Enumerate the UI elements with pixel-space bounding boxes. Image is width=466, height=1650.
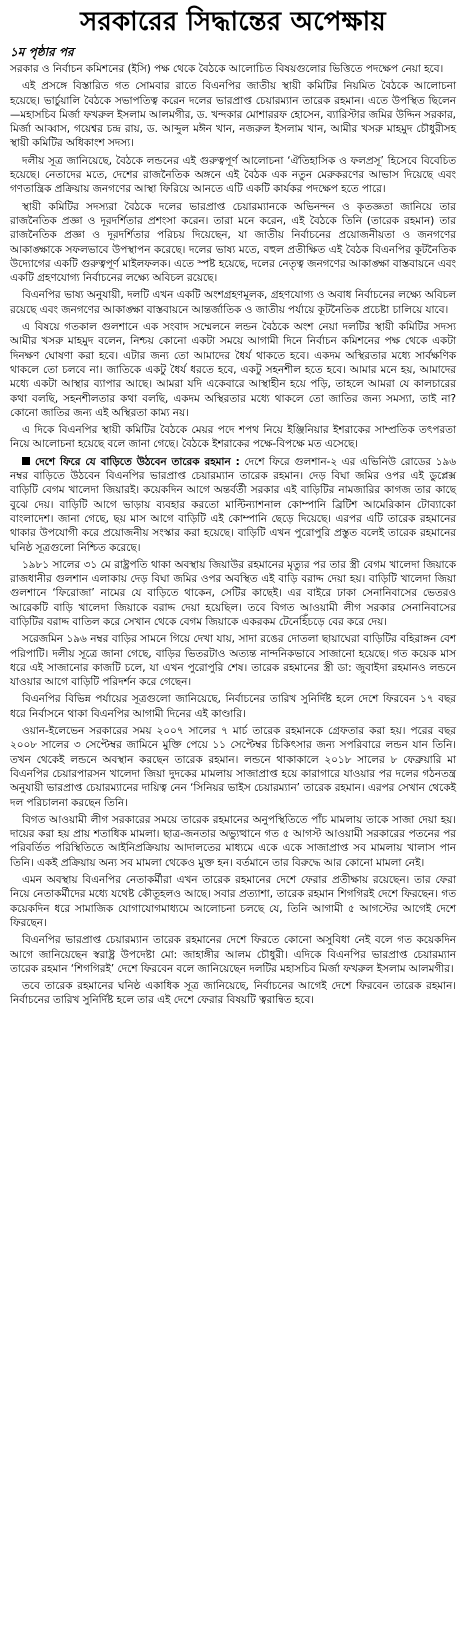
article-paragraph: এ দিকে বিএনপির স্থায়ী কমিটির বৈঠকে মেয়র পদে শপথ নিয়ে ইঞ্জিনিয়ার ইশরাকের সাম্প্রতিক তৎপরতা নিয়ে আলোচনা হয়েছে বলে জানা গেছে। বৈঠকে ইশরাকের পক্ষে-বিপক্ষে মত এসেছে। — [10, 424, 456, 451]
article-headline: সরকারের সিদ্ধান্তের অপেক্ষায় — [80, 7, 386, 37]
article-paragraph: সরেজমিন ১৯৬ নম্বর বাড়ির সামনে গিয়ে দেখা যায়, সাদা রঙের দোতলা ছায়াঘেরা বাড়িটির বহিরাঙ্গন বেশ পরিপাটি। দলীয় সূত্রে জানা গেছে, বাড়ির ভিতরটাও অত্যন্ত নান্দনিকভাবে সাজানো হয়েছে। গত কয়েক মাস ধরে এই সাজানোর কাজটি চলে, যা এখন পুরোপুরি শেষ। তারেক রহমানের স্ত্রী ডা: জুবাইদা রহমানও লন্ডনে যাওয়ার আগে বাড়িটি পরিদর্শন করে গেছেন। — [10, 633, 456, 689]
article-paragraph: বিএনপির ভারপ্রাপ্ত চেয়ারম্যান তারেক রহমানের দেশে ফিরতে কোনো অসুবিধা নেই বলে গত কয়েকদিন আগে জানিয়েছেন স্বরাষ্ট্র উপদেষ্টা মো: জাহাঙ্গীর আলম চৌধুরী। এদিকে বিএনপির ভারপ্রাপ্ত চেয়ারম্যান তারেক রহমান ‘শিগগিরই’ দেশে ফিরবেন বলে জানিয়েছেন দলটির মহাসচিব মির্জা ফখরুল ইসলাম আলমগীর। — [10, 934, 456, 975]
article-paragraph: সরকার ও নির্বাচন কমিশনের (ইসি) পক্ষ থেকে বৈঠকে আলোচিত বিষয়গুলোর ভিত্তিতে পদক্ষেপ নেয়া হবে। — [10, 63, 444, 75]
article-subsection — [10, 455, 456, 555]
article-paragraph: স্থায়ী কমিটির সদস্যরা বৈঠকে দলের ভারপ্রাপ্ত চেয়ারম্যানকে অভিনন্দন ও কৃতজ্ঞতা জানিয়ে তার রাজনৈতিক প্রজ্ঞা ও দূরদর্শিতার প্রশংসা করেন। তারা মনে করেন, এই বৈঠকে তিনি (তারেক রহমান) তার রাজনৈতিক প্রজ্ঞা ও দূরদর্শিতার পরিচয় দিয়েছেন, যা জাতীয় নির্বাচনের প্রয়োজনীয়তা ও জনগণের আকাঙ্ক্ষাকে সফলভাবে উপস্থাপন করেছে। দলের ভাষ্য মতে, বহুল প্রতীক্ষিত এই বৈঠক বিএনপির কূটনৈতিক উদ্যোগের একটি গুরুত্বপূর্ণ মাইলফলক। এতে স্পষ্ট হয়েছে, দলের নেতৃত্ব জনগণের আকাঙ্ক্ষা বাস্তবায়নে এবং একটি গ্রহণযোগ্য নির্বাচনের লক্ষ্যে অবিচল রয়েছে। — [10, 200, 456, 285]
article-subhead: দেশে ফিরে যে বাড়িতে উঠবেন তারেক রহমান : — [35, 455, 240, 468]
article-paragraph: দেশে ফিরে গুলশান-২ এর এভিনিউ রোডের ১৯৬ নম্বর বাড়িতে উঠবেন বিএনপির ভারপ্রাপ্ত চেয়ারম্যান তারেক রহমান। দেড় বিঘা জমির ওপর এই ডুপ্লেক্স বাড়িটি বেগম খালেদা জিয়ারই। কয়েকদিন আগে অন্তর্বর্তী সরকার এই বাড়িটির নামজারির কাগজ তার কাছে বুঝে দেয়। বাড়িটি আগে ভাড়ায় ব্যবহার করতো মাল্টিন্যাশনাল কোম্পানি ব্রিটিশ আমেরিকান টোব্যাকো বাংলাদেশ। জানা গেছে, ছয় মাস আগে বাড়িটি এই কোম্পানি ছেড়ে দিয়েছে। এরপর এটি তারেক রহমানের থাকার উপযোগী করে প্রয়োজনীয় সংস্কার করা হয়েছে। বাড়িটি এখন পুরোপুরি প্রস্তুত বলেই তারেক রহমানের ঘনিষ্ঠ সূত্রগুলো নিশ্চিত করেছে। — [10, 455, 457, 554]
article-paragraph: এই প্রসঙ্গে বিস্তারিত গত সোমবার রাতে বিএনপির জাতীয় স্থায়ী কমিটির নিয়মিত বৈঠকে আলোচনা হয়েছে। ভার্চুয়ালি বৈঠকে সভাপতিত্ব করেন দলের ভারপ্রাপ্ত চেয়ারম্যান তারেক রহমান। এতে উপস্থিত ছিলেন—মহাসচিব মির্জা ফখরুল ইসলাম আলমগীর, ড. খন্দকার মোশাররফ হোসেন, ব্যারিস্টার জমির উদ্দিন সরকার, মির্জা আব্বাস, গয়েশ্বর চন্দ্র রায়, ড. আব্দুল মঈন খান, নজরুল ইসলাম খান, আমীর খসরু মাহমুদ চৌধুরীসহ স্থায়ী কমিটির অধিকাংশ সদস্য। — [10, 80, 456, 150]
article-paragraph: বিগত আওয়ামী লীগ সরকারের সময়ে তারেক রহমানের অনুপস্থিতিতে পাঁচ মামলায় তাকে সাজা দেয়া হয়। দায়ের করা হয় প্রায় শতাধিক মামলা। ছাত্র-জনতার অভ্যুত্থানে গত ৫ আগস্ট আওয়ামী সরকারের পতনের পর পরিবর্তিত পরিস্থিতিতে আইনিপ্রক্রিয়ায় আদালতের মাধ্যমে একে একে সাজাপ্রাপ্ত সব মামলায় খালাস পান তিনি। একই প্রক্রিয়ায় অন্য সব মামলা থেকেও মুক্ত হন। বর্তমানে তার বিরুদ্ধে আর কোনো মামলা নেই। — [10, 813, 456, 869]
article-paragraph: বিএনপির ভাষ্য অনুযায়ী, দলটি এখন একটি অংশগ্রহণমূলক, গ্রহণযোগ্য ও অবাধ নির্বাচনের লক্ষ্যে অবিচল রয়েছে এবং জনগণের আকাঙ্ক্ষা বাস্তবায়নে আন্তর্জাতিক ও জাতীয় পর্যায়ে কূটনৈতিক প্রচেষ্টা চালিয়ে যাবে। — [10, 289, 456, 316]
continued-from-label: ১ম পৃষ্ঠার পর — [10, 45, 74, 59]
article-paragraph: এ বিষয়ে গতকাল গুলশানে এক সংবাদ সম্মেলনে লন্ডন বৈঠকে অংশ নেয়া দলটির স্থায়ী কমিটির সদস্য আমীর খসরু মাহমুদ বলেন, নিশ্চয় কোনো একটা সময়ে আগামী দিনে নির্বাচন কমিশনের পক্ষ থেকে একটা দিনক্ষণ ঘোষণা করা হবে। এটার জন্য তো আমাদের ধৈর্য থাকতে হবে। একদম অস্থিরতার মধ্যে সার্বক্ষণিক থাকলে তো চলবে না। জাতিকে একটু ধৈর্য ধরতে হবে, একটু সহনশীল হতে হবে। আমার মনে হয়, আমাদের মধ্যে একটা আস্থার ব্যাপার আছে। আমরা যদি একেবারে আস্থাহীন হয়ে পড়ি, তাহলে আমরা যে কালচারের কথা বলছি, সহনশীলতার কথা বলছি, একদম অস্থিরতার মধ্যে থাকলে তো জাতির জন্য সমস্যা, তাই না? কোনো জাতির জন্য এই অস্থিরতা কাম্য নয়। — [10, 321, 456, 419]
square-bullet-icon — [22, 457, 30, 465]
article-paragraph: বিএনপির বিভিন্ন পর্যায়ের সূত্রগুলো জানিয়েছে, নির্বাচনের তারিখ সুনির্দিষ্ট হলে দেশে ফিরবেন ১৭ বছর ধরে নির্বাসনে থাকা বিএনপির আগামী দিনের এই কাণ্ডারি। — [10, 693, 456, 720]
article-paragraph: দলীয় সূত্র জানিয়েছে, বৈঠকে লন্ডনের এই গুরুত্বপূর্ণ আলোচনা ‘ঐতিহাসিক ও ফলপ্রসূ’ হিসেবে বিবেচিত হয়েছে। নেতাদের মতে, দেশের রাজনৈতিক অঙ্গনে এই বৈঠক এক নতুন মেরুকরণের আভাস দিয়েছে এবং গণতান্ত্রিক প্রক্রিয়ায় জনগণের আস্থা ফিরিয়ে আনতে এটি একটি কার্যকর পদক্ষেপ হতে পারে। — [10, 154, 456, 196]
article-paragraph: তবে তারেক রহমানের ঘনিষ্ঠ একাধিক সূত্র জানিয়েছে, নির্বাচনের আগেই দেশে ফিরবেন তারেক রহমান। নির্বাচনের তারিখ সুনির্দিষ্ট হলে তার এই দেশে ফেরার বিষয়টি ত্বরান্বিত হবে। — [10, 980, 456, 1007]
article-paragraph: এমন অবস্থায় বিএনপির নেতাকর্মীরা এখন তারেক রহমানের দেশে ফেরার প্রতীক্ষায় রয়েছেন। তার ফেরা নিয়ে নেতাকর্মীদের মধ্যে যথেষ্ট কৌতূহলও আছে। সবার প্রত্যাশা, তারেক রহমান শিগগিরই দেশে ফিরছেন। গত কয়েকদিন ধরে সামাজিক যোগাযোগমাধ্যমে আলোচনা চলছে যে, তিনি আগামী ৫ আগস্টের আগেই দেশে ফিরছেন। — [10, 874, 456, 929]
article-paragraph: ১৯৮১ সালের ৩১ মে রাষ্ট্রপতি থাকা অবস্থায় জিয়াউর রহমানের মৃত্যুর পর তার স্ত্রী বেগম খালেদা জিয়াকে রাজধানীর গুলশান এলাকায় দেড় বিঘা জমির ওপর অবস্থিত এই বাড়ি বরাদ্দ দেয়া হয়। বাড়িটি খালেদা জিয়া গুলশানে ‘ফিরোজা’ নামের যে বাড়িতে থাকেন, সেটির কাছেই। এর বাইরে ঢাকা সেনানিবাসের ভেতরও আরেকটি বাড়ি খালেদা জিয়াকে বরাদ্দ দেয়া হয়েছিল। তবে বিগত আওয়ামী লীগ সরকার সেনানিবাসের বাড়িটির বরাদ্দ বাতিল করে সেখান থেকে বেগম জিয়াকে একরকম টেনেহিঁচড়ে বের করে দেয়। — [10, 558, 456, 628]
article-paragraph: ওয়ান-ইলেভেন সরকারের সময় ২০০৭ সালের ৭ মার্চ তারেক রহমানকে গ্রেফতার করা হয়। পরের বছর ২০০৮ সালের ৩ সেপ্টেম্বর জামিনে মুক্তি পেয়ে ১১ সেপ্টেম্বর চিকিৎসার জন্য সপরিবারে লন্ডন যান তিনি। তখন থেকেই লন্ডনে অবস্থান করছেন তারেক রহমান। লন্ডনে থাকাকালে ২০১৮ সালের ৮ ফেব্রুয়ারি মা বিএনপির চেয়ারপারসন খালেদা জিয়া দুদকের মামলায় সাজাপ্রাপ্ত হয়ে কারাগারে যাওয়ার পর দলের গঠনতন্ত্র অনুযায়ী ভারপ্রাপ্ত চেয়ারম্যানের দায়িত্ব নেন ‘সিনিয়র ভাইস চেয়ারম্যান’ তারেক রহমান। এরপর সেখান থেকেই দল পরিচালনা করছেন তিনি। — [10, 725, 456, 809]
